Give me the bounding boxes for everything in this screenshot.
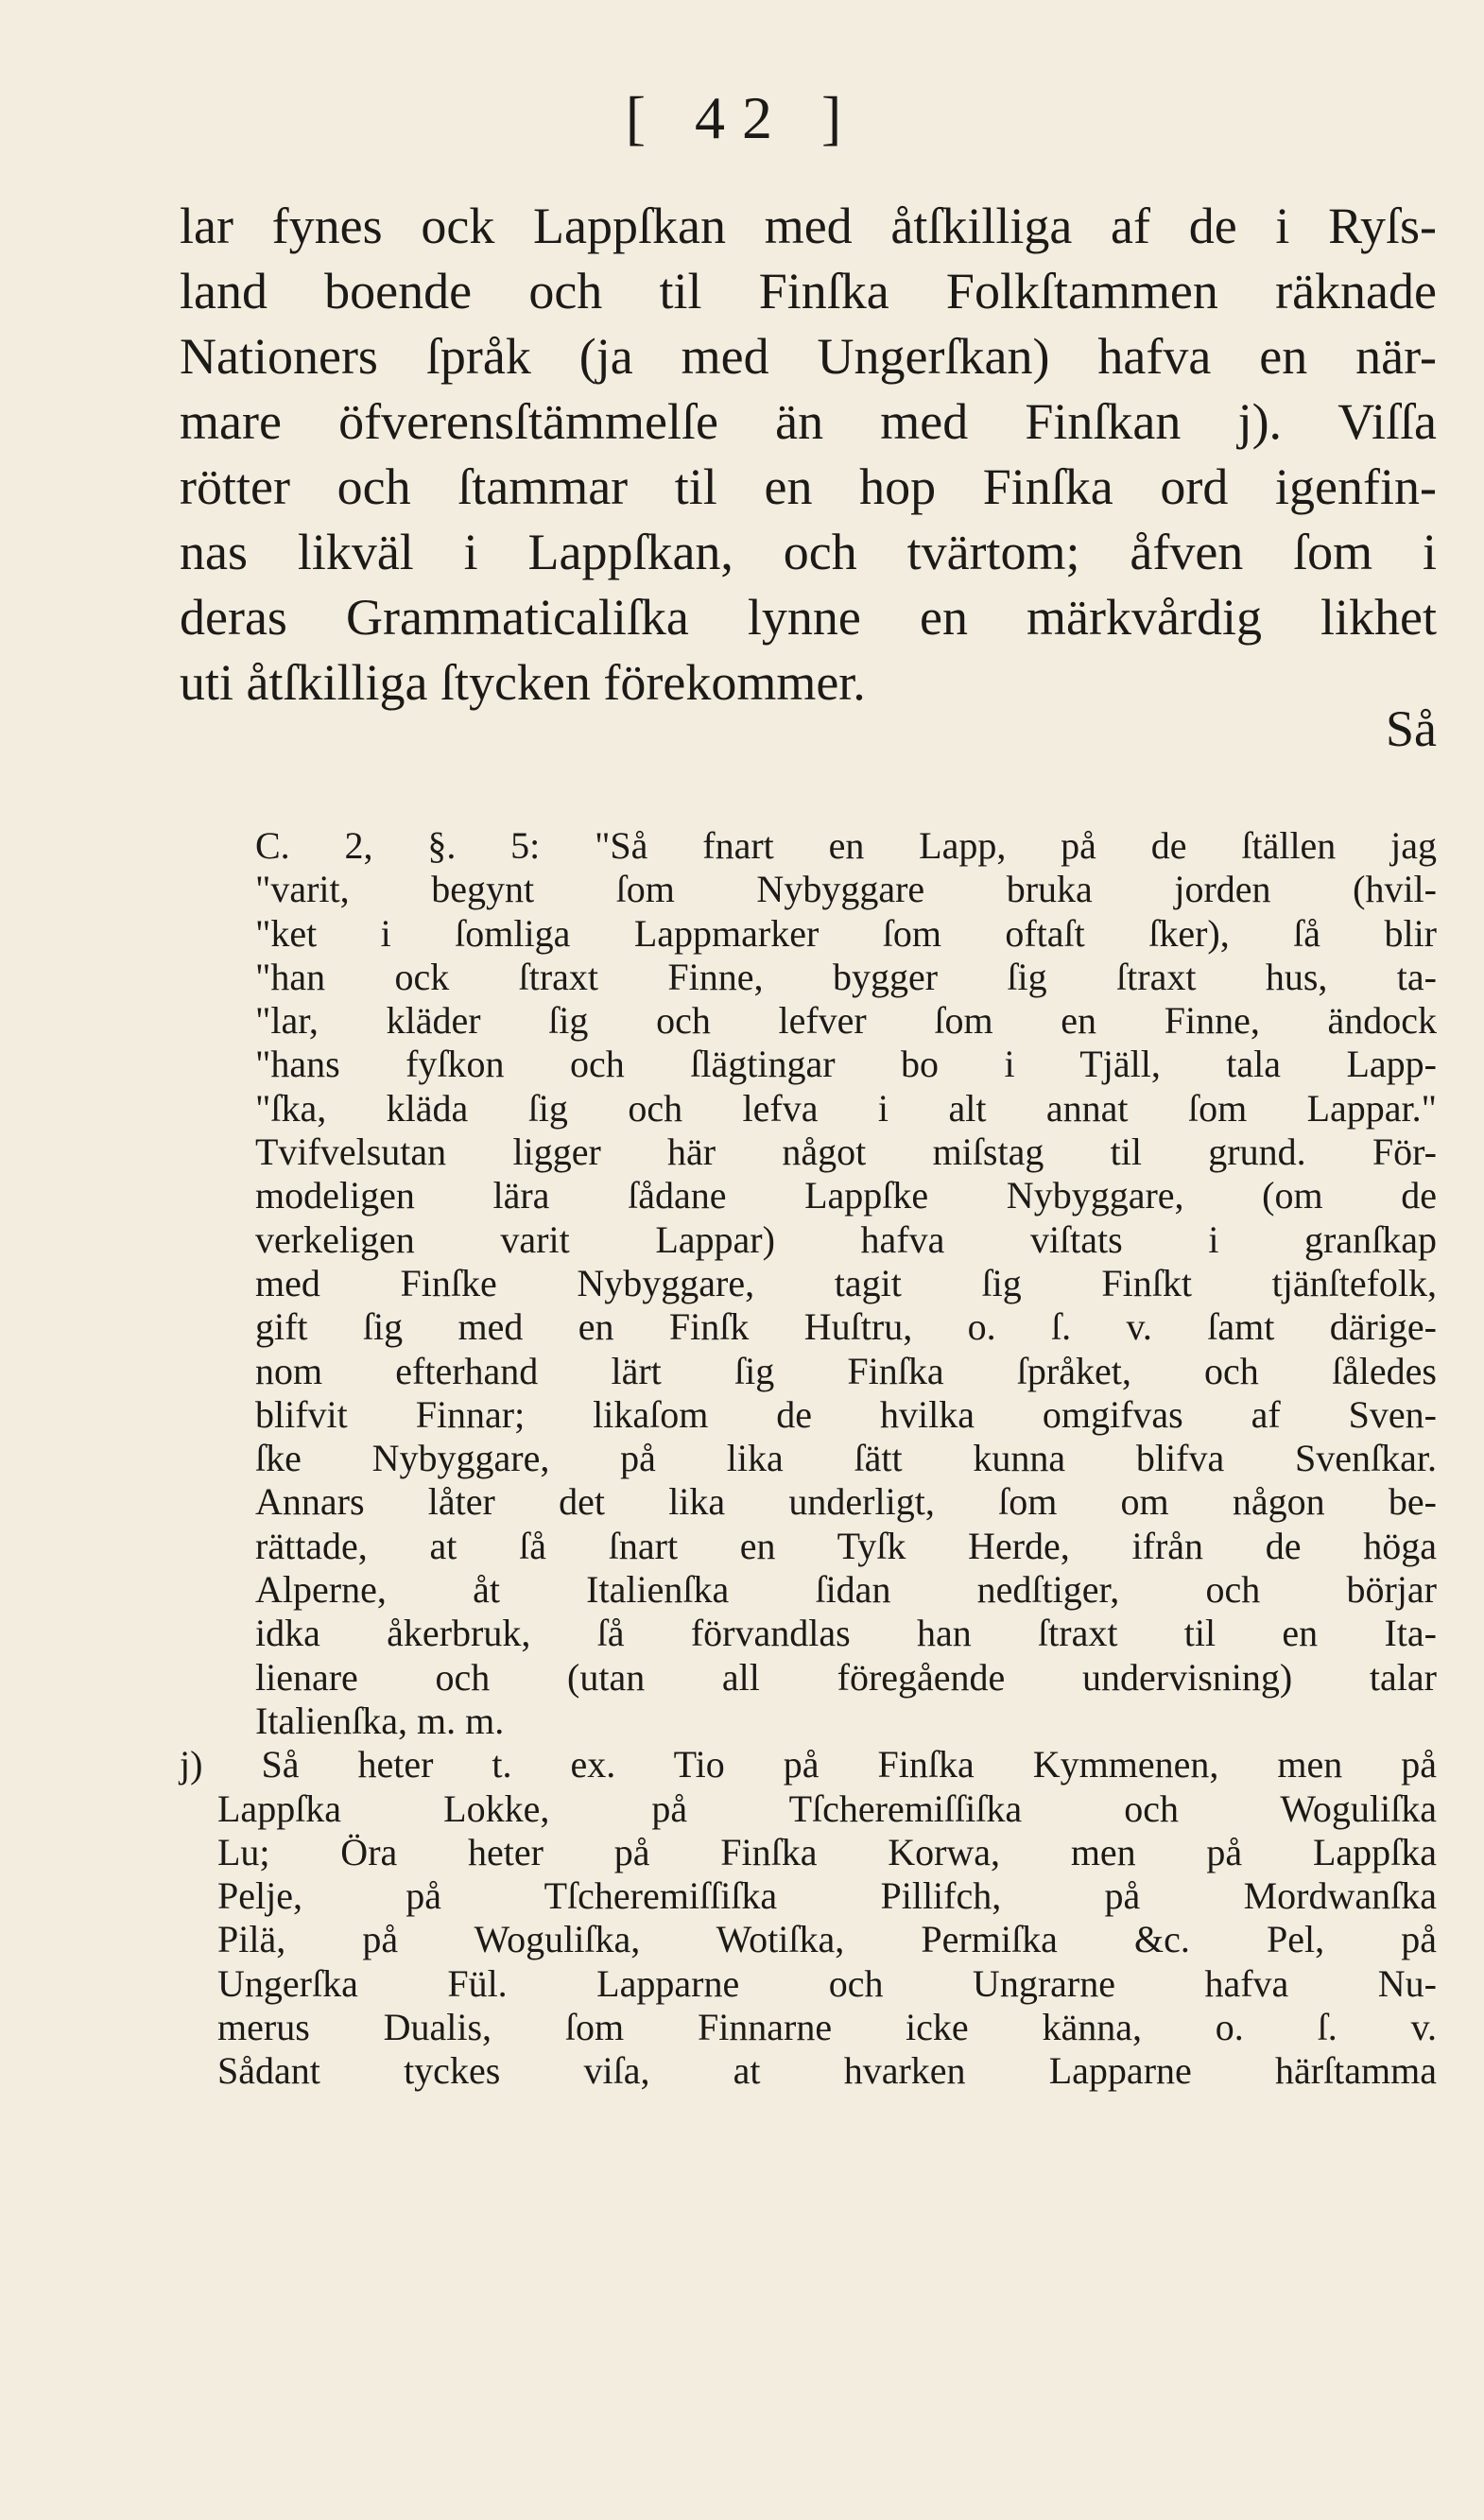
footnote-line: Sådant tyckes viſa, at hvarken Lapparne härſtamma — [217, 2049, 1437, 2093]
main-line: uti åtſkilliga ſtycken förekommer. — [180, 654, 866, 711]
footnote-j — [180, 1743, 1437, 2093]
footnote-line: med Finſke Nybyggare, tagit ſig Finſkt tjänſtefolk, — [255, 1261, 1437, 1304]
main-line: mare öfverensſtämmelſe än med Finſkan j). Viſſa — [180, 393, 1437, 450]
footnote-1 — [180, 824, 1437, 1743]
footnote-line: lienare och (utan all föregående undervisning) talar — [255, 1655, 1437, 1699]
main-line: lar fynes ock Lappſkan med åtſkilliga af de i Ryſs- — [180, 198, 1437, 254]
footnote-line: Tvifvelsutan ligger här något miſstag til grund. För- — [255, 1131, 1437, 1174]
main-text — [180, 194, 1437, 716]
footnote-line: nom efterhand lärt ſig Finſka ſpråket, och ſåledes — [255, 1349, 1437, 1392]
footnote-line: Pilä, på Woguliſka, Wotiſka, Permiſka &c. Pel, på — [217, 1918, 1437, 1961]
footnote-line: rättade, at ſå ſnart en Tyſk Herde, ifrån de höga — [255, 1524, 1437, 1567]
main-line: land boende och til Finſka Folkſtammen räknade — [180, 263, 1437, 319]
footnote-line: C. 2, §. 5: "Så fnart en Lapp, på de ſtällen jag — [255, 824, 1437, 867]
footnote-line: merus Dualis, ſom Finnarne icke känna, o. ſ. v. — [217, 2006, 1437, 2049]
footnote-line: verkeligen varit Lappar) hafva viſtats i granſkap — [255, 1217, 1437, 1261]
page-number: [ 42 ] — [625, 84, 859, 151]
main-line: deras Grammaticaliſka lynne en märkvårdig likhet — [180, 589, 1437, 646]
footnote-line: blifvit Finnar; likaſom de hvilka omgifvas af Sven- — [255, 1392, 1437, 1436]
catchword: Så — [1386, 700, 1437, 757]
footnote-line: "han ock ſtraxt Finne, bygger ſig ſtraxt hus, ta- — [255, 955, 1437, 998]
footnote-line: gift ſig med en Finſk Huſtru, o. ſ. v. ſamt därige- — [255, 1305, 1437, 1349]
main-line: rötter och ſtammar til en hop Finſka ord igenfin- — [180, 458, 1437, 515]
footnote-line: j) Så heter t. ex. Tio på Finſka Kymmenen, men på — [180, 1743, 1437, 1786]
footnote-line: idka åkerbruk, ſå förvandlas han ſtraxt til en Ita- — [255, 1612, 1437, 1655]
footnote-line: Alperne, åt Italienſka ſidan nedſtiger, och börjar — [255, 1568, 1437, 1612]
footnote-line: "hans fyſkon och ſlägtingar bo i Tjäll, tala Lapp- — [255, 1043, 1437, 1086]
footnote-line: Lappſka Lokke, på Tſcheremiſſiſka och Woguliſka — [217, 1786, 1437, 1830]
footnote-line: Ungerſka Fül. Lapparne och Ungrarne hafva Nu- — [217, 1961, 1437, 2005]
main-line: Nationers ſpråk (ja med Ungerſkan) hafva en när- — [180, 328, 1437, 385]
footnote-line: Annars låter det lika underligt, ſom om någon be- — [255, 1480, 1437, 1524]
footnote-line: "lar, kläder ſig och lefver ſom en Finne, ändock — [255, 999, 1437, 1043]
footnote-line: Pelje, på Tſcheremiſſiſka Pillifch, på Mordwanſka — [217, 1874, 1437, 1918]
footnotes — [180, 824, 1437, 2094]
footnote-line: ſke Nybyggare, på lika ſätt kunna blifva Svenſkar. — [255, 1437, 1437, 1480]
footnote-line: "ket i ſomliga Lappmarker ſom oftaſt ſker), ſå blir — [255, 911, 1437, 955]
footnote-line: Lu; Öra heter på Finſka Korwa, men på Lappſka — [217, 1830, 1437, 1873]
footnote-line: "ſka, kläda ſig och lefva i alt annat ſom Lappar." — [255, 1086, 1437, 1130]
main-line: nas likväl i Lappſkan, och tvärtom; åfven ſom i — [180, 524, 1437, 580]
footnote-line: Italienſka, m. m. — [255, 1699, 505, 1742]
footnote-line: "varit, begynt ſom Nybyggare bruka jorden (hvil- — [255, 868, 1437, 911]
footnote-line: modeligen lära ſådane Lappſke Nybyggare, (om de — [255, 1174, 1437, 1217]
